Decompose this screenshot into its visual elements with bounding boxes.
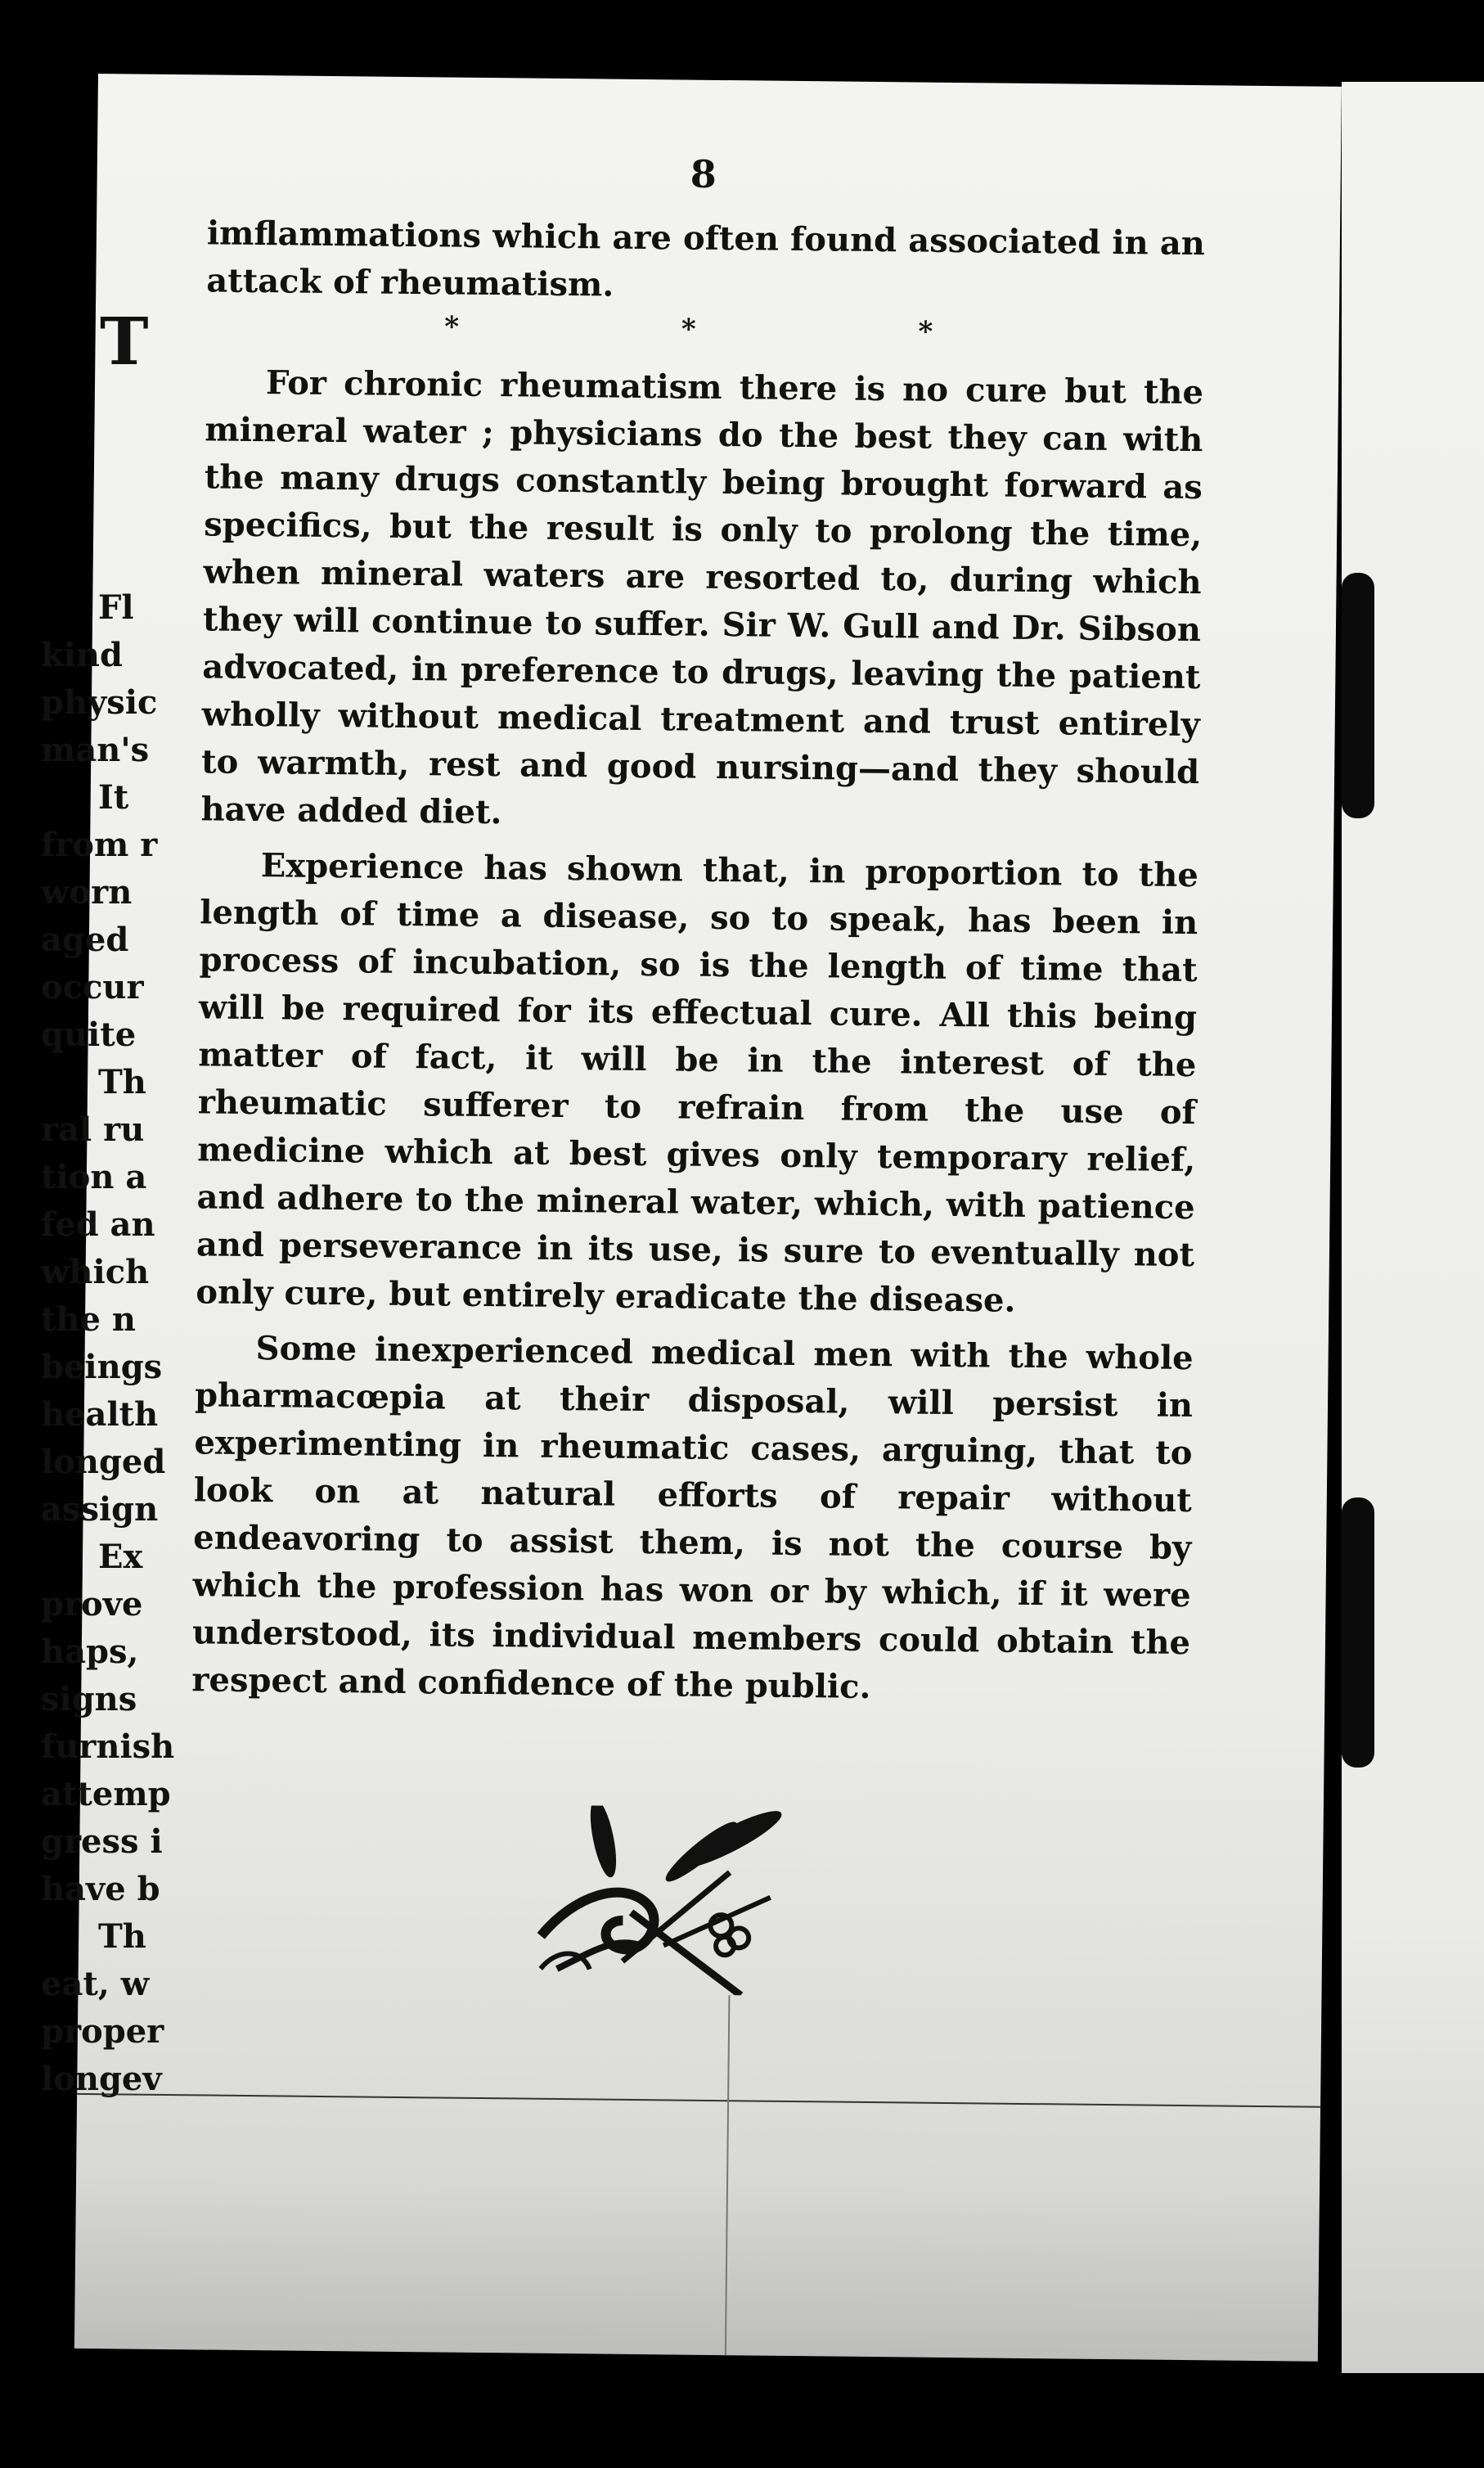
fold-rule-vertical <box>725 1995 731 2355</box>
line-fragment: Th <box>98 1063 146 1101</box>
line-fragment: kind <box>41 636 123 674</box>
line-fragment: It <box>98 778 129 817</box>
binding-clip-mark <box>1342 573 1374 818</box>
paragraph-chronic-rheumatism: For chronic rheumatism there is no cure but the mineral water ; physicians do the best they can with the many drugs constantly being brought forward as specifics, but the result is only to prolong the time, when mineral waters are resorted to, during which they will continue to suffer. Sir W. Gull and Dr. Sibson advocated, in preference to drugs, leaving the patient wholly without medical treatment and trust entirely to warmth, rest and good nursing—and they should have added diet. <box>200 363 1204 832</box>
line-fragment: physic <box>41 683 158 722</box>
line-fragment: Th <box>98 1917 146 1956</box>
line-fragment: beings <box>41 1348 163 1386</box>
line-fragment: gress i <box>41 1822 163 1861</box>
line-fragment: Fl <box>98 588 134 627</box>
fold-rule-horizontal <box>77 2093 1320 2108</box>
line-fragment: fed an <box>41 1205 155 1244</box>
floral-wheat-ornament-icon <box>524 1805 787 1996</box>
line-fragment: signs <box>41 1680 137 1718</box>
section-separator: * * * <box>444 310 1040 350</box>
line-fragment: have b <box>41 1870 160 1908</box>
right-page-title-fragment: T <box>100 303 149 380</box>
line-fragment: aged <box>41 921 129 959</box>
continuation-text: imflammations which are often found associated in an attack of rheumatism. <box>206 214 1206 304</box>
paragraph-experience: Experience has shown that, in proportion to the length of time a disease, so to speak, has been in process of incubation, so is the length of time that will be required for its effectual cure. All this being matter of fact, it will be in the interest of the rheumatic sufferer to refrain from the use of medicine which at best gives only temporary relief, and adhere to the mineral water, which, with patience and perseverance in its use, is sure to eventually not only cure, but entirely eradicate the disease. <box>196 846 1199 1320</box>
page-number: 8 <box>690 151 717 196</box>
line-fragment: longev <box>41 2060 162 2098</box>
body-text <box>191 209 1205 1714</box>
line-fragment: haps, <box>41 1633 139 1671</box>
line-fragment: man's <box>41 731 150 769</box>
paragraph-inexperienced-men: Some inexperienced medical men with the whole pharmacœpia at their disposal, will persist in experimenting in rheumatic cases, arguing, that to look on at natural efforts of repair without endeavoring to assist them, is not the course by which the profession has won or by which, if it were understood, its individual members could obtain the respect and confidence of the public. <box>191 1329 1194 1706</box>
line-fragment: proper <box>41 2012 164 2051</box>
line-fragment: occur <box>41 968 144 1007</box>
line-fragment: quite <box>41 1016 137 1054</box>
binding-clip-mark <box>1342 1497 1374 1768</box>
line-fragment: ral ru <box>41 1110 145 1149</box>
line-fragment: the n <box>41 1300 137 1339</box>
line-fragment: furnish <box>41 1727 175 1766</box>
line-fragment: eat, w <box>41 1965 150 2003</box>
line-fragment: attemp <box>41 1775 171 1813</box>
line-fragment: tion a <box>41 1158 147 1196</box>
line-fragment: longed <box>41 1443 166 1481</box>
line-fragment: from r <box>41 826 158 864</box>
right-page-fragment <box>1342 82 1484 2373</box>
line-fragment: health <box>41 1395 159 1434</box>
line-fragment: which <box>41 1253 150 1291</box>
line-fragment: assign <box>41 1490 159 1529</box>
left-page <box>74 74 1342 2362</box>
right-page-text-fragments <box>41 584 174 2103</box>
line-fragment: worn <box>41 873 133 912</box>
line-fragment: Ex <box>98 1538 143 1576</box>
line-fragment: prove <box>41 1585 143 1624</box>
